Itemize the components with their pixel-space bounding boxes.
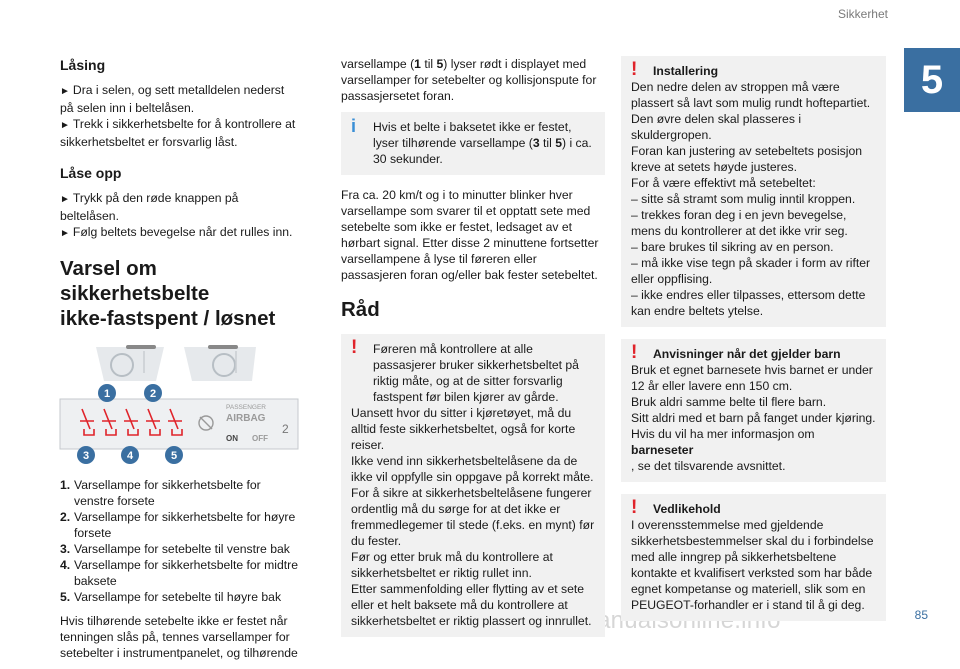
column-1 [60,56,300,669]
info-box: i Hvis et belte i baksetet ikke er festet, lyser tilhørende varsellampe (3 til 5) i ca. 30 sekunder. [341,112,605,175]
panel-count-label: 2 [282,422,289,436]
svg-text:2: 2 [149,388,157,400]
column-2 [341,56,605,649]
chapter-tab: 5 [904,48,960,112]
lamp-paragraph: varsellampe (1 til 5) lyser rødt i displayet med varsellamper for setebelter og kollisjonspute for passasjersetet foran. [341,57,597,103]
svg-text:4: 4 [126,450,134,462]
locking-step-1: Dra i selen, og sett metalldelen nederst på selen inn i beltelåsen. [60,83,285,115]
panel-on-label: ON [226,434,238,443]
svg-text:3: 3 [82,450,90,462]
arrow-icon: ► [60,86,70,97]
heading-locking: Låsing [60,57,106,73]
arrow-icon: ► [60,228,70,239]
warning-icon: ! [631,497,638,518]
lamp-legend [60,477,300,605]
ignition-paragraph: Hvis tilhørende setebelte ikke er festet når tenningen slås på, tennes varsellamper for setebelter i instrumentpanelet, og tilhørende [60,614,298,660]
warning-box-installation: ! Installering Den nedre delen av stroppen må være plassert så lavt som mulig rundt hoftepartiet. Den øvre delen skal plasseres i skuldergropen. Foran kan justering av setebeltets posisjon kreve at setets høyde justeres. For å være effektivt må setebeltet: – sitte så stramt som mulig inntil kroppen. – trekkes foran deg i en jevn bevegelse, mens du kontrollerer at det ikke vrir seg. – bare brukes til sikring av en person. – må ikke vise tegn på skader i form av rifter eller oppflising. – ikke endres eller tilpasses, ettersom dette kan endre beltets ytelse. [621,56,886,327]
warning-icon: ! [351,337,358,358]
warning-box-children: ! Anvisninger når det gjelder barn Bruk et egnet barnesete hvis barnet er under 12 år eller lavere enn 150 cm. Bruk aldri samme belte til flere barn. Sitt aldri med et barn på fanget under kjøring. Hvis du vil ha mer informasjon om barneseter , se det tilsvarende avsnittet. [621,339,886,482]
panel-airbag-label: AIRBAG [226,413,266,424]
locking-steps [60,82,300,150]
column-3 [621,56,886,633]
blinking-paragraph: Fra ca. 20 km/t og i to minutter blinker hver varsellampe som svarer til et opptatt sete med setebelte som ikke er festet, ledsaget av et hørbart signal. Etter disse 2 minuttene fortsetter varsellampene å lyse til føreren eller passasjeren foran og/eller bak fester setebeltet. [341,188,599,282]
info-icon: i [351,116,357,136]
locking-step-2: Trekk i sikkerhetsbelte for å kontrollere at sikkerhetsbeltet er forsvarlig låst. [60,117,296,149]
warning-box-maintenance: ! Vedlikehold I overensstemmelse med gjeldende sikkerhetsbestemmelser skal du i forbindelse med alle inngrep på sikkerhetsbeltene kontakte et kvalifisert verksted som har både egnet kompetanse og materiell, slik som en PEUGEOT-forhandler er i stand til å gi deg. [621,494,886,621]
unlock-steps [60,190,300,242]
seatbelt-warning-illustration [60,343,298,465]
heading-seatbelt-warning: Varsel om sikkerhetsbelte ikke-fastspent / løsnet [60,257,276,330]
svg-text:5: 5 [170,450,178,462]
panel-passenger-label: PASSENGER [226,404,266,411]
arrow-icon: ► [60,194,70,205]
list-item: 5. Varsellampe for setebelte til høyre bak [60,590,282,604]
unlock-step-2: Følg beltets bevegelse når det rulles inn. [72,225,293,239]
warning-icon: ! [631,59,638,80]
section-title: Sikkerhet [837,7,888,21]
list-item: 1. Varsellampe for sikkerhetsbelte for venstre forsete [60,478,261,508]
list-item: 2. Varsellampe for sikkerhetsbelte for høyre forsete [60,510,296,540]
warning-box-driver: ! Føreren må kontrollere at alle passasjerer bruker sikkerhetsbeltet på riktig måte, og at de sitter forsvarlig fastspent før bilen kjører av gårde. Uansett hvor du sitter i kjøretøyet, må du alltid feste sikkerhetsbeltet, også for korte reiser. Ikke vend inn sikkerhetsbeltelåsene da de ikke vil oppfylle sin oppgave på korrekt måte. For å sikre at sikkerhetsbeltelåsene fungerer ordentlig må du sørge for at det ikke er fremmedlegemer til stede (f.eks. en mynt) før du fester. Før og etter bruk må du kontrollere at sikkerhetsbeltet er riktig rullet inn. Etter sammenfolding eller flytting av et sete eller et helt baksete må du kontrollere at sikkerhetsbeltet er riktig plassert og innrullet. [341,334,605,637]
warning-icon: ! [631,342,638,363]
list-item: 3. Varsellampe for setebelte til venstre bak [60,542,290,556]
panel-off-label: OFF [252,434,268,443]
heading-advice: Råd [341,298,380,321]
unlock-step-1: Trykk på den røde knappen på beltelåsen. [60,191,239,223]
page-number: 85 [914,608,928,622]
arrow-icon: ► [60,120,70,131]
dashboard-diagram [60,343,298,465]
svg-text:1: 1 [103,388,111,400]
list-item: 4. Varsellampe for sikkerhetsbelte for midtre baksete [60,558,298,588]
heading-unlock: Låse opp [60,165,122,181]
